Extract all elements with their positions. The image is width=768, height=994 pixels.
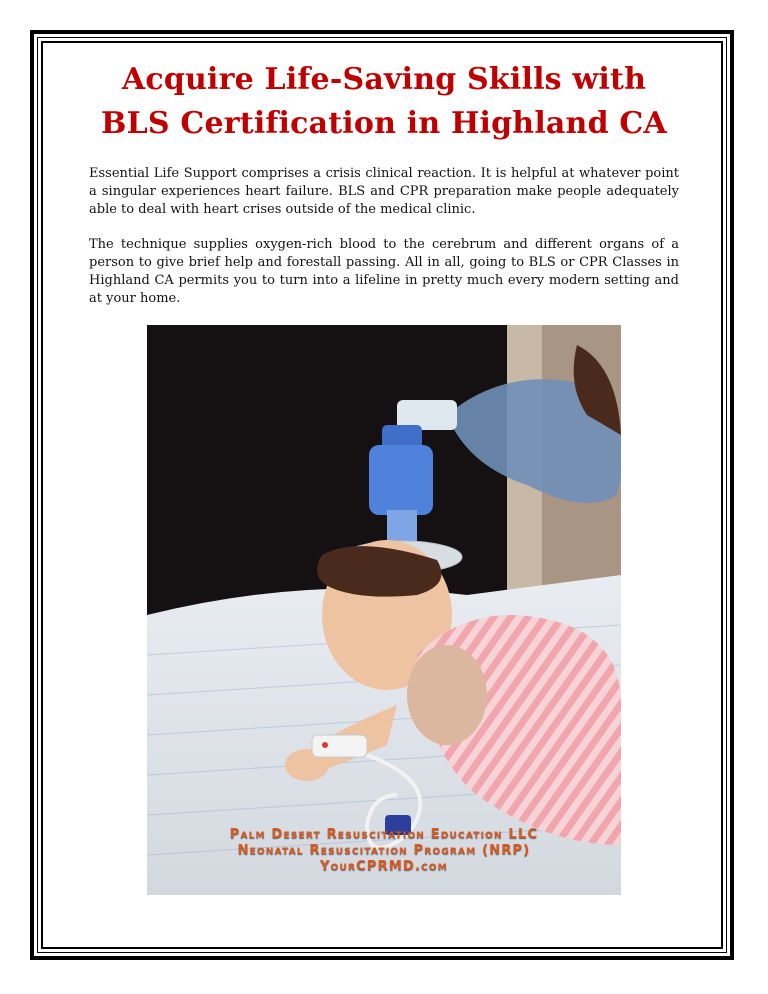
- title-line-2: BLS Certification in Highland CA: [101, 106, 667, 141]
- caption-line-1: Palm Desert Resuscitation Education LLC: [229, 827, 539, 842]
- photo-illustration: [147, 325, 621, 895]
- paragraph-2: The technique supplies oxygen-rich blood to the cerebrum and different organs of a person to give brief help and forestall passing. All in all, going to BLS or CPR Classes in Highland CA permits you to turn into a lifeline in pretty much every modern setting and at your home.: [89, 237, 679, 306]
- document-title: [89, 58, 679, 146]
- cpr-training-photo: [147, 325, 621, 895]
- photo-caption: [147, 827, 621, 875]
- caption-line-2: Neonatal Resuscitation Program (NRP): [237, 843, 531, 858]
- caption-line-3: YourCPRMD.com: [320, 859, 448, 874]
- document-body: [89, 58, 679, 306]
- title-line-1: Acquire Life-Saving Skills with: [121, 62, 647, 97]
- paragraph-1: Essential Life Support comprises a crisis clinical reaction. It is helpful at whatever point a singular experiences heart failure. BLS and CPR preparation make people adequately able to deal with heart crises outside of the medical clinic.: [89, 166, 679, 217]
